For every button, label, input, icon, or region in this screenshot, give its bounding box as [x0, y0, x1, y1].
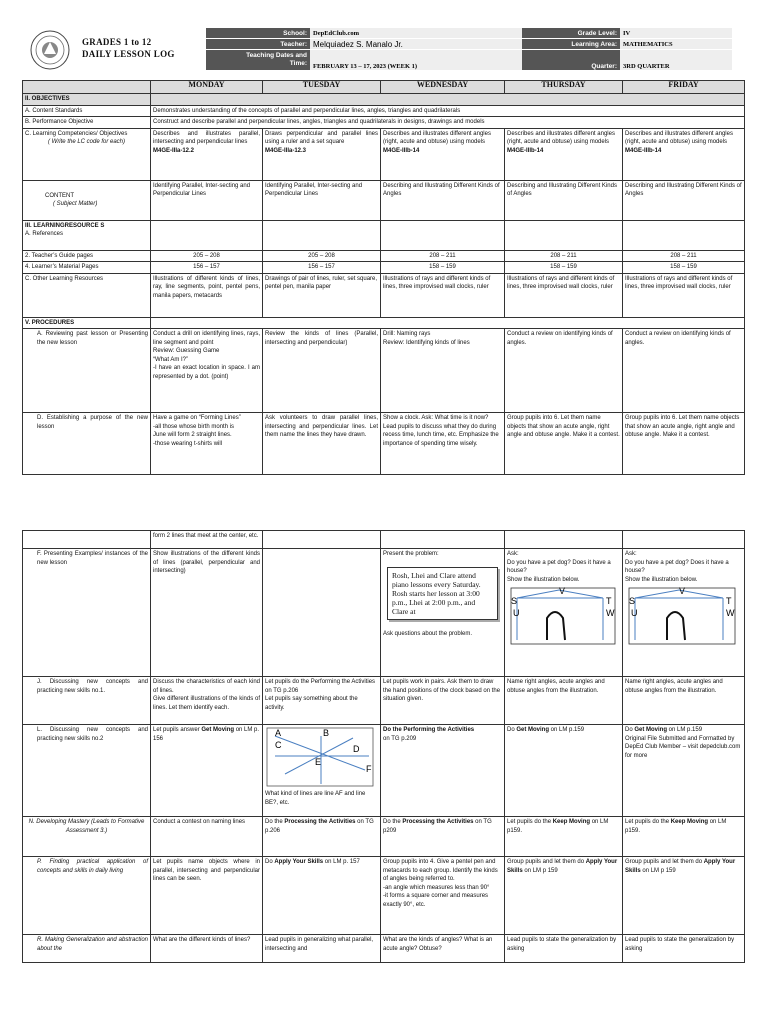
- competency-wednesday: [381, 128, 505, 180]
- text-part: on TG p.209: [383, 735, 417, 742]
- discuss1-thursday: Name right angles, acute angles and obtuse angles from the illustration.: [505, 677, 623, 725]
- label-s: S: [511, 596, 518, 606]
- competency-monday: [151, 128, 263, 180]
- resources-heading: [23, 220, 151, 250]
- lesson-table-page-1: [22, 80, 745, 475]
- review-wednesday: Drill: Naming rays Review: Identifying kinds of lines: [381, 329, 505, 413]
- text-part: on LM p159.: [625, 819, 727, 834]
- log-title: [82, 36, 175, 60]
- review-monday: Conduct a drill on identifying lines, rays, line segment and point Review: Guessing Game “What Am I?” -I have an exact location in space. I am represented by a dot. (point): [151, 329, 263, 413]
- content-note: ( Subject Matter): [53, 201, 98, 207]
- grade-label: Grade Level:: [522, 28, 620, 39]
- title-daily-lesson-log: DAILY LESSON LOG: [82, 49, 175, 59]
- present-problem-text: Present the problem:: [383, 551, 439, 557]
- other-resources-thursday: Illustrations of rays and different kinds of lines, three improvised wall clocks, ruler: [505, 273, 623, 317]
- competency-code: M4GE-IIIa-12.2: [153, 147, 195, 154]
- other-resources-monday: Illustrations of different kinds of lines, ray, line segments, point, pentel pens, manila papers, metacards: [151, 273, 263, 317]
- competency-thursday: [505, 128, 623, 180]
- text-part: Do the: [265, 819, 285, 825]
- competency-text: Draws perpendicular and parallel lines using a ruler and a set square: [265, 130, 378, 145]
- review-label: A. Reviewing past lesson or Presenting the new lesson: [23, 329, 151, 413]
- text-part: Group pupils and let them do: [507, 859, 586, 865]
- lesson-log-page-2: [0, 530, 768, 1024]
- teacher-value: Melquiadez S. Manalo Jr.: [310, 39, 522, 50]
- area-value: MATHEMATICS: [620, 39, 732, 50]
- label-t: T: [726, 596, 732, 606]
- discuss2-friday: [623, 725, 745, 817]
- header-info-table: [206, 28, 732, 71]
- text-bold: Apply Your Skills: [625, 859, 736, 874]
- text-bold: Get Moving: [201, 727, 235, 733]
- purpose-monday: Have a game on “Forming Lines” -all those whose birth month is June will form 2 straight lines. -those wearing t-shirts will: [151, 413, 263, 475]
- resources-label: III. LEARNINGRESOURCE S: [25, 222, 105, 229]
- text-part: on LM p 159: [522, 867, 558, 874]
- discuss2-label: L. Discussing new concepts and practicing new skills no.2: [23, 725, 151, 817]
- discuss1-friday: Name right angles, acute angles and obtuse angles from the illustration.: [623, 677, 745, 725]
- references-label: A. References: [25, 231, 64, 237]
- quarter-label: Quarter:: [522, 50, 620, 71]
- competency-text: Describes and illustrates different angles (right, acute and obtuse) using models: [383, 130, 491, 145]
- generalization-thursday: Lead pupils to state the generalization by asking: [505, 935, 623, 963]
- lm-pages-friday: 158 – 159: [623, 262, 745, 274]
- dog-house-illustration: [625, 584, 743, 648]
- text-bold: Keep Moving: [552, 819, 591, 825]
- tg-pages-friday: 208 – 211: [623, 250, 745, 262]
- content-label-text: CONTENT: [45, 192, 74, 199]
- lines-question: What kind of lines are line AF and line BE?, etc.: [265, 791, 366, 806]
- resources-cell: [505, 220, 623, 250]
- text-bold: Apply Your Skills: [274, 859, 324, 865]
- performance-label: B. Performance Objective: [23, 117, 151, 129]
- tg-pages-thursday: 208 – 211: [505, 250, 623, 262]
- deped-seal-icon: [30, 30, 70, 70]
- competency-text: Describes and illustrates parallel, intersecting and perpendicular lines: [153, 130, 260, 145]
- competencies-note: ( Write the LC code for each): [47, 139, 126, 145]
- text-part: Do: [265, 859, 275, 865]
- objectives-band: [151, 94, 745, 106]
- finding-label: P. Finding practical application of concepts and skills in daily living: [23, 857, 151, 935]
- procedures-heading: V. PROCEDURES: [23, 317, 151, 329]
- text-part: on LM p. 156: [153, 727, 260, 742]
- competency-code: M4GE-IIIb-14: [507, 147, 544, 154]
- school-label: School:: [206, 28, 310, 39]
- presenting-thursday: [505, 549, 623, 677]
- finding-friday: [623, 857, 745, 935]
- text-part: on LM p 159: [640, 867, 676, 874]
- dates-label-line1: Teaching Dates and: [246, 52, 307, 59]
- competency-text: Describes and illustrates different angles (right, acute and obtuse) using models: [507, 130, 615, 145]
- generalization-wednesday: What are the kinds of angles? What is an acute angle? Obtuse?: [381, 935, 505, 963]
- text-bold: Keep Moving: [670, 819, 709, 825]
- text-part: Let pupils do the: [507, 819, 553, 825]
- resources-cell: [151, 220, 263, 250]
- text-part: Do: [507, 727, 517, 733]
- review-tuesday: Review the kinds of lines (Parallel, intersecting and perpendicular): [263, 329, 381, 413]
- line-label-b: B: [323, 728, 330, 738]
- line-label-e: E: [315, 757, 322, 767]
- lesson-table-page-2: [22, 530, 745, 963]
- content-thursday: Describing and Illustrating Different Kinds of Angles: [505, 180, 623, 220]
- line-label-a: A: [275, 728, 282, 738]
- title-grades: GRADES 1 to 12: [82, 37, 152, 47]
- label-w: W: [726, 608, 735, 618]
- label-v: V: [559, 586, 566, 596]
- purpose-friday: Group pupils into 6. Let them name objects that show an acute angle, right angle and obtuse angle. Make it a contest.: [623, 413, 745, 475]
- text-bold: Processing the Activities: [284, 819, 356, 825]
- corner-cell: [23, 81, 151, 94]
- text-part: Group pupils and let them do: [625, 859, 704, 865]
- continued-wednesday: [381, 531, 505, 549]
- purpose-wednesday: Show a clock. Ask: What time is it now? Lead pupils to discuss what they do during recess time, lunch time, etc. Emphasize the importance of spending time wisely.: [381, 413, 505, 475]
- school-value: DepEdClub.com: [310, 28, 522, 39]
- line-label-f: F: [366, 764, 372, 774]
- content-standards-label: A. Content Standards: [23, 105, 151, 117]
- review-friday: Conduct a review on identifying kinds of angles.: [623, 329, 745, 413]
- presenting-tuesday: [263, 549, 381, 677]
- text-part: on LM p.159: [549, 727, 585, 733]
- content-standards-value: Demonstrates understanding of the concepts of parallel and perpendicular lines, angles, triangles and quadrilaterals: [151, 105, 745, 117]
- presenting-monday: Show illustrations of the different kinds of lines (parallel, perpendicular and intersecting): [151, 549, 263, 677]
- grade-value: IV: [620, 28, 732, 39]
- other-resources-tuesday: Drawings of pair of lines, ruler, set square, pentel pen, manila paper: [263, 273, 381, 317]
- day-header-wednesday: WEDNESDAY: [381, 81, 505, 94]
- competency-tuesday: [263, 128, 381, 180]
- competency-code: M4GE-IIIa-12.3: [265, 147, 307, 154]
- competencies-label: [23, 128, 151, 180]
- presenting-friday-text: Ask: Do you have a pet dog? Does it have a house? Show the illustration below.: [625, 551, 729, 583]
- quarter-value: 3RD QUARTER: [620, 50, 732, 71]
- label-u: U: [631, 608, 638, 618]
- finding-tuesday: [263, 857, 381, 935]
- discuss1-wednesday: Let pupils work in pairs. Ask them to draw the hand positions of the clock based on the situation given.: [381, 677, 505, 725]
- day-header-tuesday: TUESDAY: [263, 81, 381, 94]
- discuss1-tuesday: Let pupils do the Performing the Activities on TG p.206 Let pupils say something about the activity.: [263, 677, 381, 725]
- tg-pages-label: 2. Teacher’s Guide pages: [23, 250, 151, 262]
- finding-thursday: [505, 857, 623, 935]
- label-s: S: [629, 596, 636, 606]
- label-w: W: [606, 608, 615, 618]
- continued-thursday: [505, 531, 623, 549]
- presenting-friday: [623, 549, 745, 677]
- continued-tuesday: [263, 531, 381, 549]
- content-tuesday: Identifying Parallel, Inter-secting and Perpendicular Lines: [263, 180, 381, 220]
- lesson-log-page-1: [0, 0, 768, 480]
- continued-friday: [623, 531, 745, 549]
- mastery-thursday: [505, 817, 623, 857]
- text-part: Do: [625, 727, 635, 733]
- day-header-thursday: THURSDAY: [505, 81, 623, 94]
- header: [22, 28, 744, 74]
- discuss1-label: J. Discussing new concepts and practicing new skills no.1.: [23, 677, 151, 725]
- ask-questions-text: Ask questions about the problem.: [383, 630, 473, 637]
- mastery-tuesday: [263, 817, 381, 857]
- label-u: U: [513, 608, 520, 618]
- day-header-monday: MONDAY: [151, 81, 263, 94]
- purpose-thursday: Group pupils into 6. Let them name objects that show an acute angle, right angle and obtuse angle. Make it a contest.: [505, 413, 623, 475]
- lines-illustration: [265, 726, 377, 790]
- presenting-label: F. Presenting Examples/ instances of the new lesson: [23, 549, 151, 677]
- content-wednesday: Describing and Illustrating Different Kinds of Angles: [381, 180, 505, 220]
- presenting-wednesday: [381, 549, 505, 677]
- mastery-monday: Conduct a contest on naming lines: [151, 817, 263, 857]
- generalization-friday: Lead pupils to state the generalization by asking: [623, 935, 745, 963]
- discuss2-monday: [151, 725, 263, 817]
- discuss2-wednesday: [381, 725, 505, 817]
- procedures-band: [151, 317, 745, 329]
- finding-wednesday: Group pupils into 4. Give a pentel pen and metacards to each group. Identify the kinds of angles being referred to. -an angle which measures less than 90° -it forms a square corner and measures exactly 90°, etc.: [381, 857, 505, 935]
- lm-pages-thursday: 158 – 159: [505, 262, 623, 274]
- generalization-label: R. Making Generalization and abstraction about the: [23, 935, 151, 963]
- finding-monday: Let pupils name objects where in parallel, intersecting and perpendicular lines can be seen.: [151, 857, 263, 935]
- text-part: on TG p.206: [265, 819, 374, 834]
- lm-pages-wednesday: 158 – 159: [381, 262, 505, 274]
- content-label: [23, 180, 151, 220]
- text-part: Let pupils do the: [625, 819, 671, 825]
- mastery-label: N. Developing Mastery (Leads to Formative Assessment 3.): [23, 817, 151, 857]
- text-part: on TG p209: [383, 819, 492, 834]
- lm-pages-monday: 156 – 157: [151, 262, 263, 274]
- competency-code: M4GE-IIIb-14: [383, 147, 420, 154]
- continued-label: [23, 531, 151, 549]
- purpose-tuesday: Ask volunteers to draw parallel lines, intersecting and perpendicular lines. Let them name the lines they have drawn.: [263, 413, 381, 475]
- content-friday: Describing and Illustrating Different Kinds of Angles: [623, 180, 745, 220]
- text-bold: Do the Performing the Activities: [383, 727, 475, 733]
- day-header-friday: FRIDAY: [623, 81, 745, 94]
- text-bold: Get Moving: [516, 727, 550, 733]
- text-part: Let pupils answer: [153, 727, 202, 733]
- presenting-thursday-text: Ask: Do you have a pet dog? Does it have a house? Show the illustration below.: [507, 551, 611, 583]
- discuss2-thursday: [505, 725, 623, 817]
- text-bold: Processing the Activities: [402, 819, 474, 825]
- area-label: Learning Area:: [522, 39, 620, 50]
- continued-monday: form 2 lines that meet at the center, etc.: [151, 531, 263, 549]
- content-monday: Identifying Parallel, Inter-secting and Perpendicular Lines: [151, 180, 263, 220]
- resources-cell: [263, 220, 381, 250]
- generalization-tuesday: Lead pupils in generalizing what parallel, intersecting and: [263, 935, 381, 963]
- competency-friday: [623, 128, 745, 180]
- label-t: T: [606, 596, 612, 606]
- text-part: on LM p. 157: [323, 859, 360, 865]
- lm-pages-label: 4. Learner’s Material Pages: [23, 262, 151, 274]
- text-part: on LM p159.: [507, 819, 609, 834]
- lm-pages-tuesday: 156 – 157: [263, 262, 381, 274]
- objectives-heading: II. OBJECTIVES: [23, 94, 151, 106]
- tg-pages-tuesday: 205 – 208: [263, 250, 381, 262]
- resources-cell: [623, 220, 745, 250]
- performance-value: Construct and describe parallel and perpendicular lines, angles, triangles and quadrilaterals in designs, drawings and models: [151, 117, 745, 129]
- competency-text: Describes and illustrates different angles (right, acute and obtuse) using models: [625, 130, 733, 145]
- dates-value: FEBRUARY 13 – 17, 2023 (WEEK 1): [310, 50, 522, 71]
- generalization-monday: What are the different kinds of lines?: [151, 935, 263, 963]
- other-resources-friday: Illustrations of rays and different kinds of lines, three improvised wall clocks, ruler: [623, 273, 745, 317]
- other-resources-label: C. Other Learning Resources: [23, 273, 151, 317]
- dates-label: [206, 50, 310, 71]
- review-thursday: Conduct a review on identifying kinds of angles.: [505, 329, 623, 413]
- mastery-friday: [623, 817, 745, 857]
- competency-code: M4GE-IIIb-14: [625, 147, 662, 154]
- dog-house-illustration: [507, 584, 621, 648]
- other-resources-wednesday: Illustrations of rays and different kinds of lines, three improvised wall clocks, ruler: [381, 273, 505, 317]
- tg-pages-monday: 205 – 208: [151, 250, 263, 262]
- purpose-label: D. Establishing a purpose of the new lesson: [23, 413, 151, 475]
- mastery-wednesday: [381, 817, 505, 857]
- text-part: on LM p.159 Original File Submitted and Formatted by DepEd Club Member – visit depedclub.com for more: [625, 727, 741, 759]
- tg-pages-wednesday: 208 – 211: [381, 250, 505, 262]
- teacher-label: Teacher:: [206, 39, 310, 50]
- text-part: Do the: [383, 819, 403, 825]
- discuss1-monday: Discuss the characteristics of each kind of lines. Give different illustrations of the kinds of lines. Let them identify each.: [151, 677, 263, 725]
- line-label-d: D: [353, 744, 360, 754]
- label-v: V: [679, 586, 686, 596]
- line-label-c: C: [275, 740, 282, 750]
- competencies-label-text: C. Learning Competencies/ Objectives: [25, 130, 128, 137]
- resources-cell: [381, 220, 505, 250]
- text-bold: Get Moving: [634, 727, 668, 733]
- dates-label-line2: Time:: [289, 60, 307, 67]
- text-bold: Apply Your Skills: [507, 859, 618, 874]
- discuss2-tuesday: [263, 725, 381, 817]
- piano-problem-box: Rosh, Lhei and Clare attend piano lessons every Saturday. Rosh starts her lesson at 3:00 p.m., Lhei at 2:00 p.m., and Clare at: [387, 567, 498, 620]
